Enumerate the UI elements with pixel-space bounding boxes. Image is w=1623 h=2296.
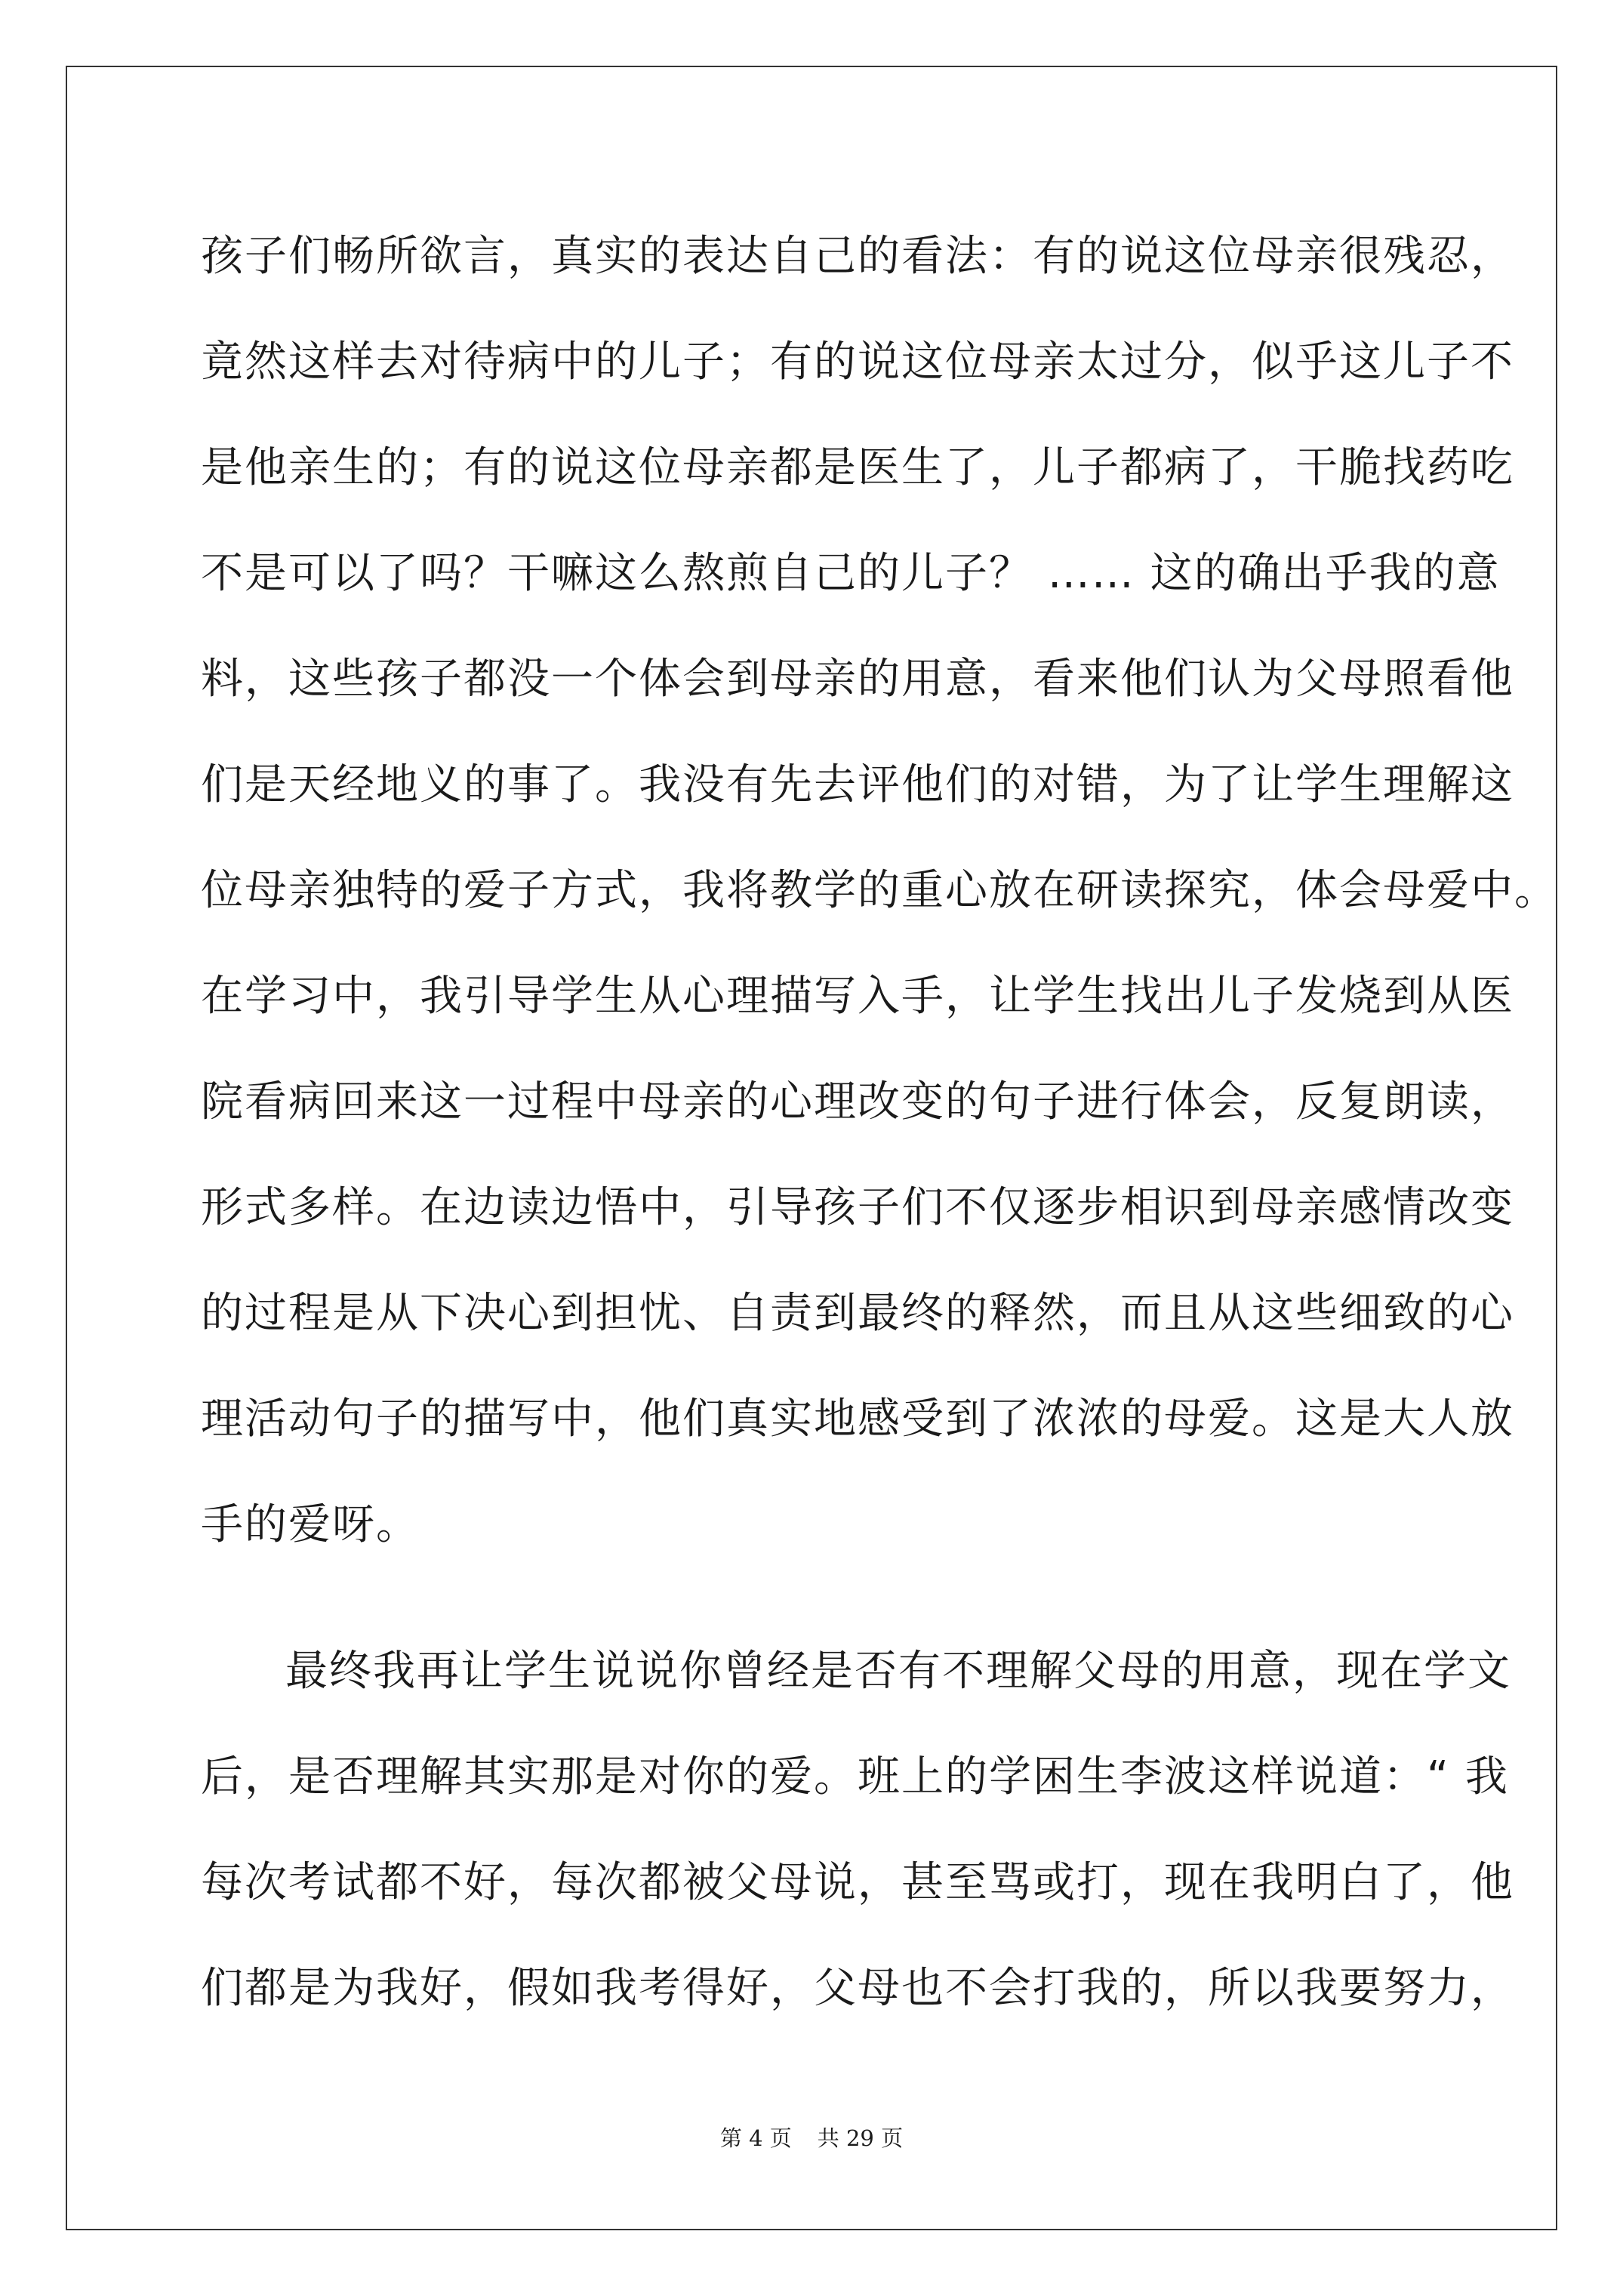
page-footer [0,2123,1623,2153]
page-total: 共 29 页 [817,2125,904,2151]
text-line: 手的爱呀。 [201,1500,420,1549]
document-body [201,204,1558,2042]
paragraph-2 [201,1619,1514,2042]
page-number: 第 4 页 [719,2125,792,2151]
text-line: 们都是为我好，假如我考得好，父母也不会打我的，所以我要努力， [201,1964,1514,2013]
text-line: 孩子们畅所欲言，真实的表达自己的看法：有的说这位母亲很残忍， [201,232,1514,281]
text-line: 形式多样。在边读边悟中，引导孩子们不仅逐步相识到母亲感情改变 [201,1183,1514,1232]
text-line: 们是天经地义的事了。我没有先去评他们的对错，为了让学生理解这 [201,760,1514,809]
text-line: 后，是否理解其实那是对你的爱。班上的学困生李波这样说道：“ 我 [201,1752,1509,1801]
text-line: 是他亲生的；有的说这位母亲都是医生了，儿子都病了，干脆找药吃 [201,443,1514,492]
paragraph-spacer [201,1578,1454,1619]
text-line: 院看病回来这一过程中母亲的心理改变的句子进行体会，反复朗读， [201,1077,1514,1126]
text-line: 理活动句子的描写中，他们真实地感受到了浓浓的母爱。这是大人放 [201,1395,1514,1444]
text-line: 的过程是从下决心到担忧、自责到最终的释然，而且从这些细致的心 [201,1289,1514,1338]
paragraph-1 [201,204,1558,1578]
text-line: 最终我再让学生说说你曾经是否有不理解父母的用意，现在学文 [285,1647,1511,1696]
text-line: 位母亲独特的爱子方式，我将教学的重心放在研读探究，体会母爱中。 [201,866,1558,915]
text-line: 不是可以了吗？干嘛这么熬煎自己的儿子？ …… 这的确出乎我的意 [201,549,1501,598]
text-line: 每次考试都不好，每次都被父母说，甚至骂或打，现在我明白了，他 [201,1858,1514,1907]
text-line: 在学习中，我引导学生从心理描写入手，让学生找出儿子发烧到从医 [201,972,1514,1021]
text-line: 料，这些孩子都没一个体会到母亲的用意，看来他们认为父母照看他 [201,655,1514,704]
text-line: 竟然这样去对待病中的儿子；有的说这位母亲太过分，似乎这儿子不 [201,337,1514,387]
